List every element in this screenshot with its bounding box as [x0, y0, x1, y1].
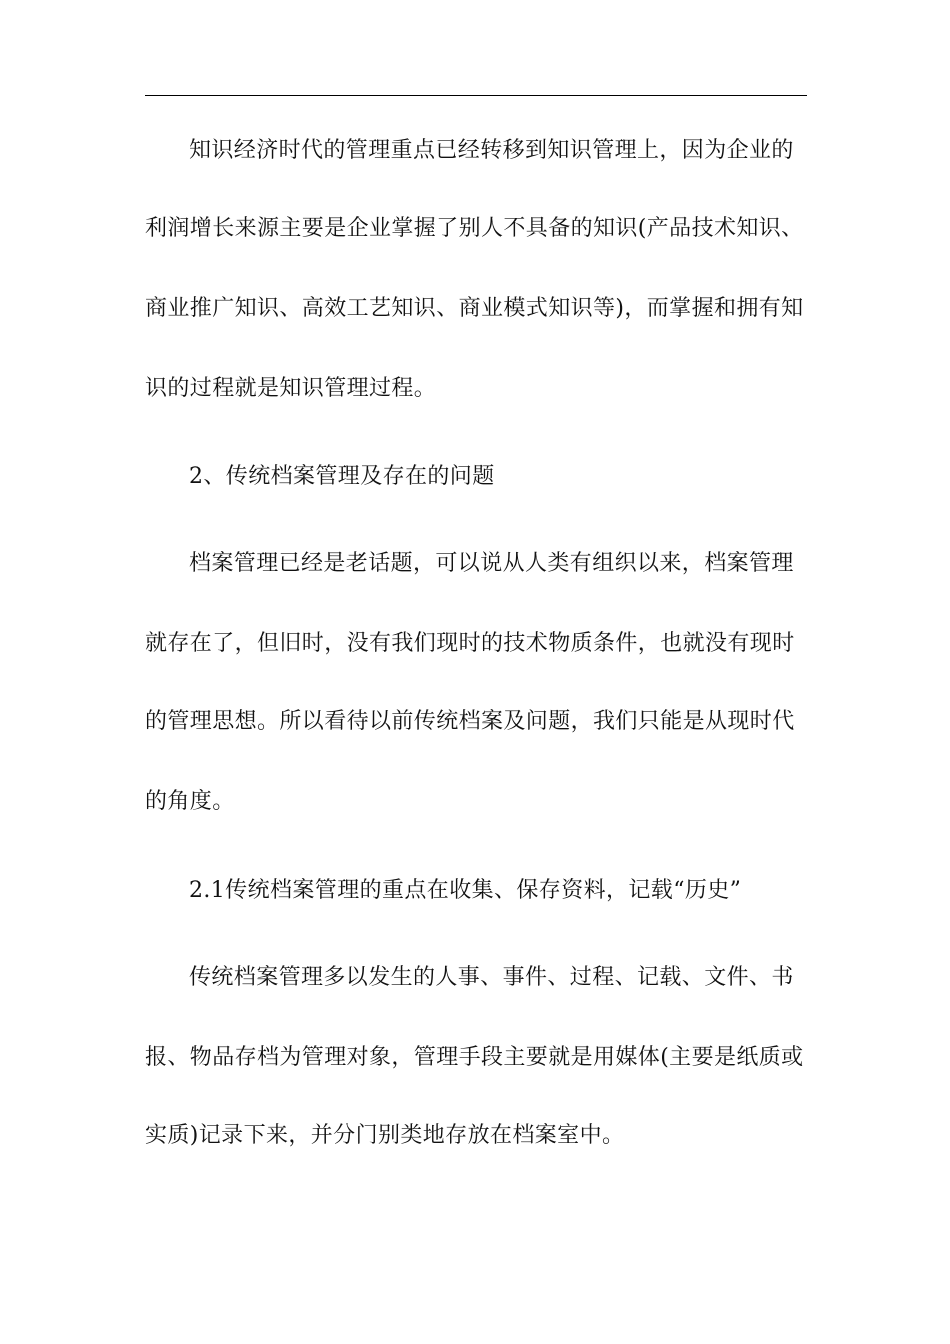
paragraph-1-line-3: 商业推广知识、高效工艺知识、商业模式知识等)，而掌握和拥有知 [145, 296, 804, 321]
paragraph-2-line-3: 的管理思想。所以看待以前传统档案及问题，我们只能是从现时代 [145, 709, 795, 734]
paragraph-1-line-2: 利润增长来源主要是企业掌握了别人不具备的知识(产品技术知识、 [145, 216, 804, 241]
paragraph-3-line-1: 传统档案管理多以发生的人事、事件、过程、记载、文件、书 [189, 965, 794, 990]
paragraph-2-line-2: 就存在了，但旧时，没有我们现时的技术物质条件，也就没有现时 [145, 631, 795, 656]
paragraph-1-line-4: 识的过程就是知识管理过程。 [145, 376, 437, 401]
paragraph-2-line-4: 的角度。 [145, 789, 235, 814]
paragraph-3-line-3: 实质)记录下来，并分门别类地存放在档案室中。 [145, 1123, 625, 1148]
document-body [145, 0, 807, 1344]
paragraph-3-line-2: 报、物品存档为管理对象，管理手段主要就是用媒体(主要是纸质或 [145, 1045, 804, 1070]
paragraph-2-line-1: 档案管理已经是老话题，可以说从人类有组织以来，档案管理 [189, 551, 794, 576]
section-heading-2: 2、传统档案管理及存在的问题 [189, 464, 495, 489]
section-heading-2-1: 2.1传统档案管理的重点在收集、保存资料，记载“历史” [189, 878, 742, 903]
paragraph-1-line-1: 知识经济时代的管理重点已经转移到知识管理上，因为企业的 [189, 138, 794, 163]
